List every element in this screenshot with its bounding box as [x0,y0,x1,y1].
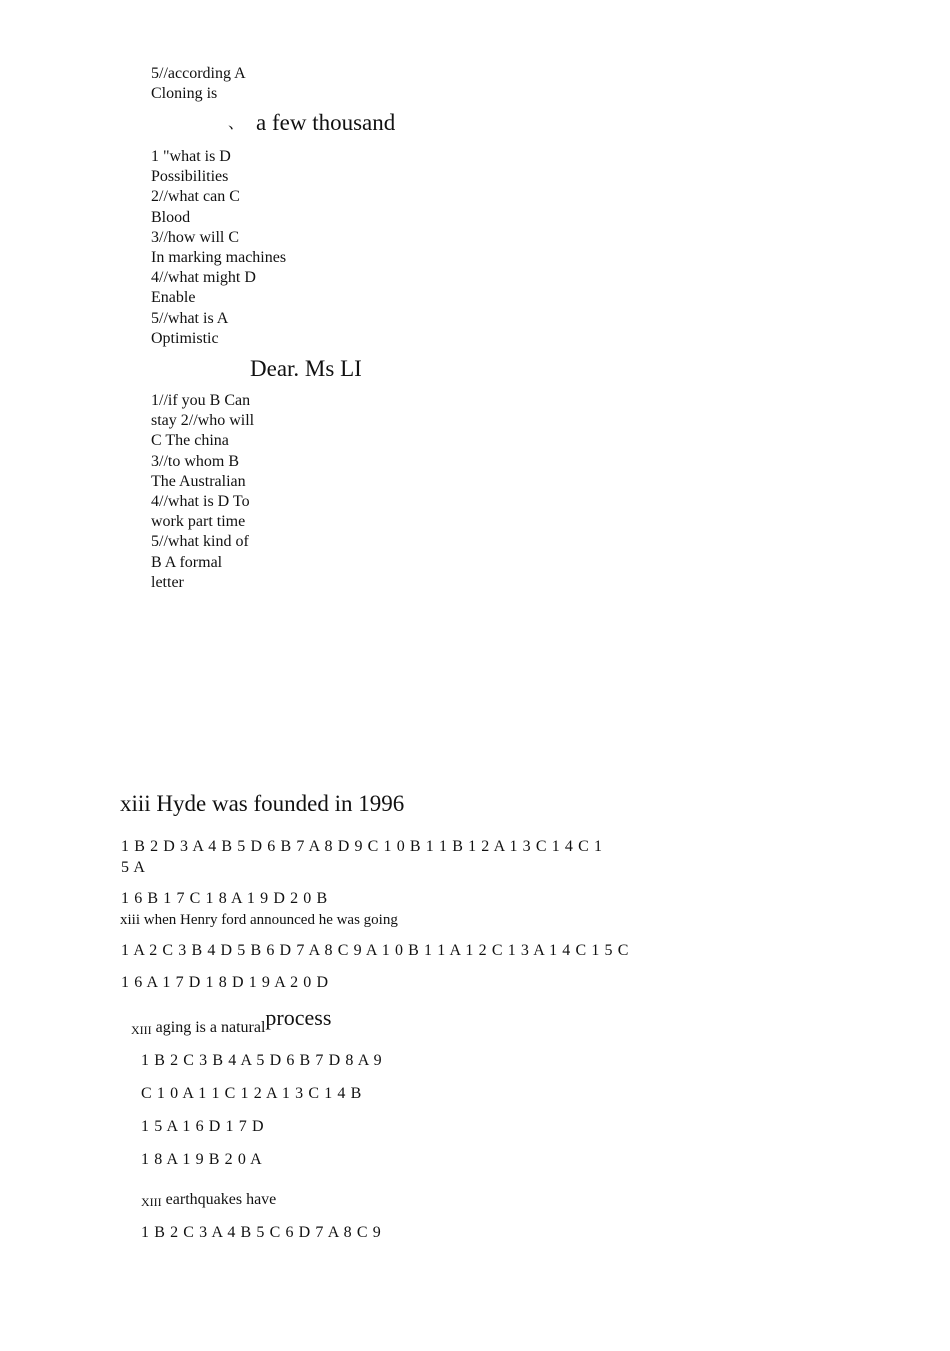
text-line: 1//if you B Can [151,392,251,409]
section-heading-dear-ms-li: Dear. Ms LI [250,356,362,381]
text-line: Cloning is [151,85,218,103]
text-line: 3//to whom B [151,452,240,470]
section-heading-a-few-thousand [228,110,395,136]
section-title-earthquakes [141,1191,276,1210]
text-line: In marking machines [151,249,287,267]
text-line: 4//what might D [151,269,256,287]
text-line: The Australian [151,472,246,490]
text-line: stay 2//who will [151,412,255,430]
text-line: Optimistic [151,329,219,347]
answer-row: 5 A [121,859,146,876]
answer-block-1 [151,64,246,104]
roman-numeral: XIII [141,1195,162,1209]
answer-row: 1 B 2 D 3 A 4 B 5 D 6 B 7 A 8 D 9 C 1 0 B 1 1 B 1 2 A 1 3 C 1 4 C 1 [121,838,603,855]
answer-row: 1 6 B 1 7 C 1 8 A 1 9 D 2 0 B [121,890,328,907]
answer-row: 1 A 2 C 3 B 4 D 5 B 6 D 7 A 8 C 9 A 1 0 B 1 1 A 1 2 C 1 3 A 1 4 C 1 5 C [121,942,630,959]
answer-row: C 1 0 A 1 1 C 1 2 A 1 3 C 1 4 B [141,1085,362,1102]
roman-numeral: XIII [131,1023,152,1037]
title-end: process [265,1005,332,1030]
answer-row: 1 5 A 1 6 D 1 7 D [141,1118,265,1135]
section-title-aging [131,1005,331,1038]
text-line: Enable [151,289,196,307]
text-line: 5//what is A [151,309,229,327]
title-text: aging is a natural [155,1019,266,1036]
section-title-hyde: xiii Hyde was founded in 1996 [120,791,405,816]
text-line: 5//according A [151,65,246,82]
answer-row: 1 B 2 C 3 B 4 A 5 D 6 B 7 D 8 A 9 [141,1052,383,1069]
text-line: B A formal [151,553,223,571]
heading-mark: 、 [228,115,245,132]
text-line: work part time [151,513,246,531]
answer-row: 1 B 2 C 3 A 4 B 5 C 6 D 7 A 8 C 9 [141,1224,382,1241]
answer-block-3 [151,391,254,593]
text-line: 5//what kind of [151,533,249,551]
text-line: 2//what can C [151,188,240,206]
text-line: 1 "what is D [151,148,231,165]
text-line: 4//what is D To [151,493,250,511]
answer-block-2 [151,147,286,349]
title-text: earthquakes have [165,1191,277,1208]
answer-row: 1 8 A 1 9 B 2 0 A [141,1151,263,1168]
text-line: letter [151,573,184,591]
text-line: C The china [151,432,229,450]
text-line: Blood [151,208,191,226]
section-title-henry-ford: xiii when Henry ford announced he was going [120,912,398,928]
answer-row: 1 6 A 1 7 D 1 8 D 1 9 A 2 0 D [121,974,329,991]
text-line: 3//how will C [151,228,240,246]
heading-text: a few thousand [256,110,396,135]
text-line: Possibilities [151,168,229,186]
